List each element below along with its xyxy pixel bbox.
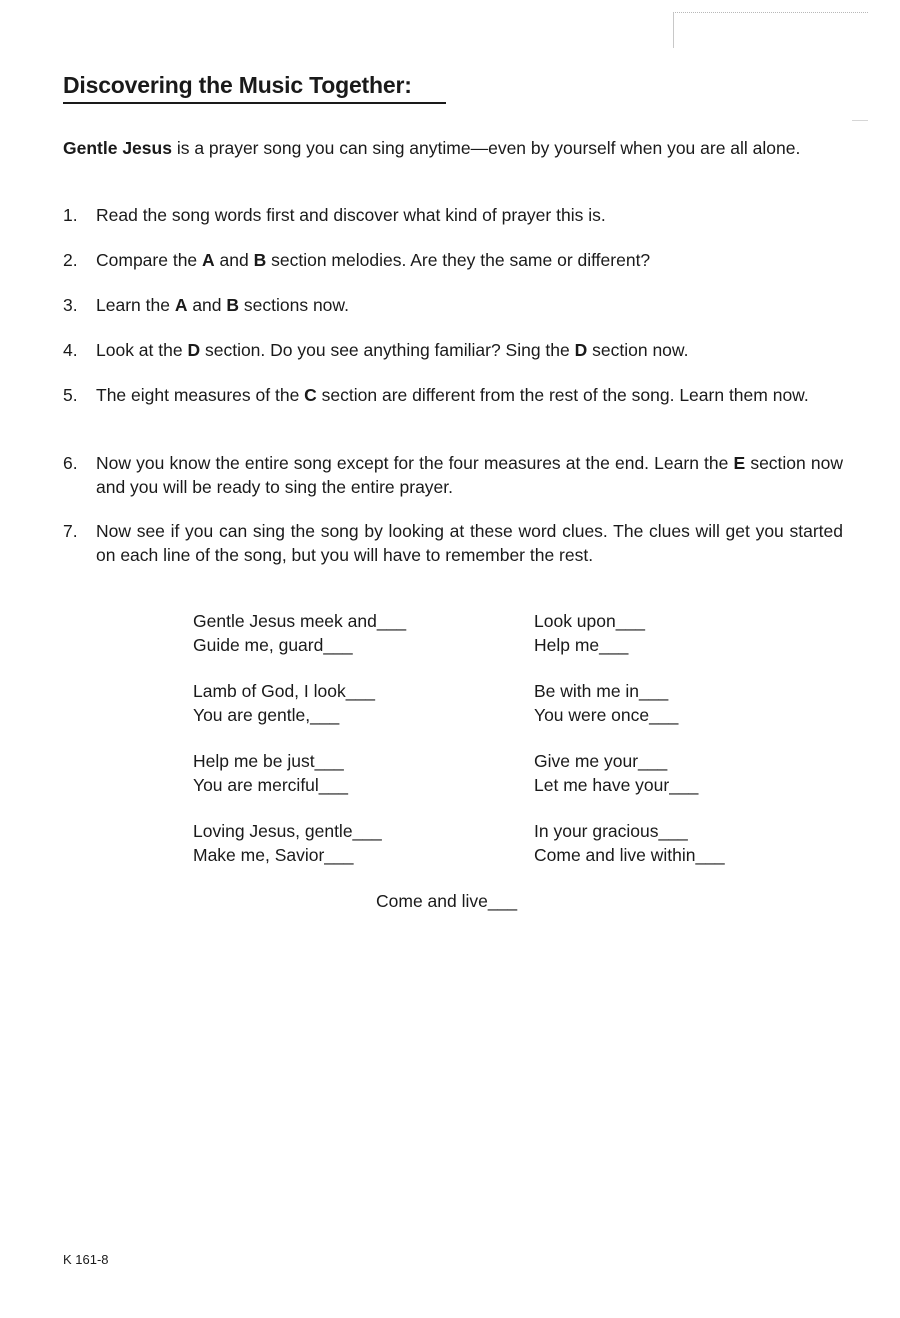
title-underline [63,102,446,104]
clue-left: Lamb of God, I look___ [193,681,375,701]
edge-tick-mark [852,120,868,121]
clue-right: Be with me in___ [534,681,669,701]
clue-left: You are gentle,___ [193,705,340,725]
clue-final: Come and live___ [376,891,518,911]
step-item [63,203,843,227]
step-item [63,451,843,499]
clue-right: You were once___ [534,705,679,725]
step-text: Learn the A and B sections now. [96,295,349,315]
step-number: 2. [63,250,78,270]
clue-right: Come and live within___ [534,845,725,865]
step-item [63,293,843,317]
step-number: 1. [63,205,78,225]
clue-left: Gentle Jesus meek and___ [193,611,407,631]
clue-left: Guide me, guard___ [193,635,353,655]
step-text: Read the song words first and discover what kind of prayer this is. [96,205,606,225]
song-title-bold: Gentle Jesus [63,138,172,158]
step-text: Look at the D section. Do you see anything familiar? Sing the D section now. [96,340,689,360]
step-number: 4. [63,340,78,360]
clue-right: In your gracious___ [534,821,688,841]
footer-code: K 161-8 [63,1252,109,1267]
step-text: The eight measures of the C section are different from the rest of the song. Learn them now. [96,385,809,405]
clue-left: Loving Jesus, gentle___ [193,821,382,841]
clue-left: Help me be just___ [193,751,344,771]
clue-right: Give me your___ [534,751,668,771]
step-item [63,519,843,567]
page-title: Discovering the Music Together: [63,72,412,98]
step-item [63,248,843,272]
step-number: 5. [63,385,78,405]
clue-right: Look upon___ [534,611,645,631]
intro-text: is a prayer song you can sing anytime—even by yourself when you are all alone. [171,138,801,158]
step-number: 7. [63,521,78,541]
step-text: Now you know the entire song except for the four measures at the end. Learn the E section now and you will be ready to sing the entire prayer. [96,453,843,497]
step-number: 3. [63,295,78,315]
step-item [63,338,843,362]
clue-left: Make me, Savior___ [193,845,354,865]
clue-left: You are merciful___ [193,775,349,795]
intro-paragraph [63,136,843,160]
step-number: 6. [63,453,78,473]
clue-right: Let me have your___ [534,775,699,795]
step-item [63,383,843,407]
step-text: Now see if you can sing the song by looking at these word clues. The clues will get you started on each line of the song, but you will have to remember the rest. [96,521,843,565]
clue-right: Help me___ [534,635,629,655]
step-text: Compare the A and B section melodies. Are they the same or different? [96,250,651,270]
corner-crop-mark [673,12,868,48]
